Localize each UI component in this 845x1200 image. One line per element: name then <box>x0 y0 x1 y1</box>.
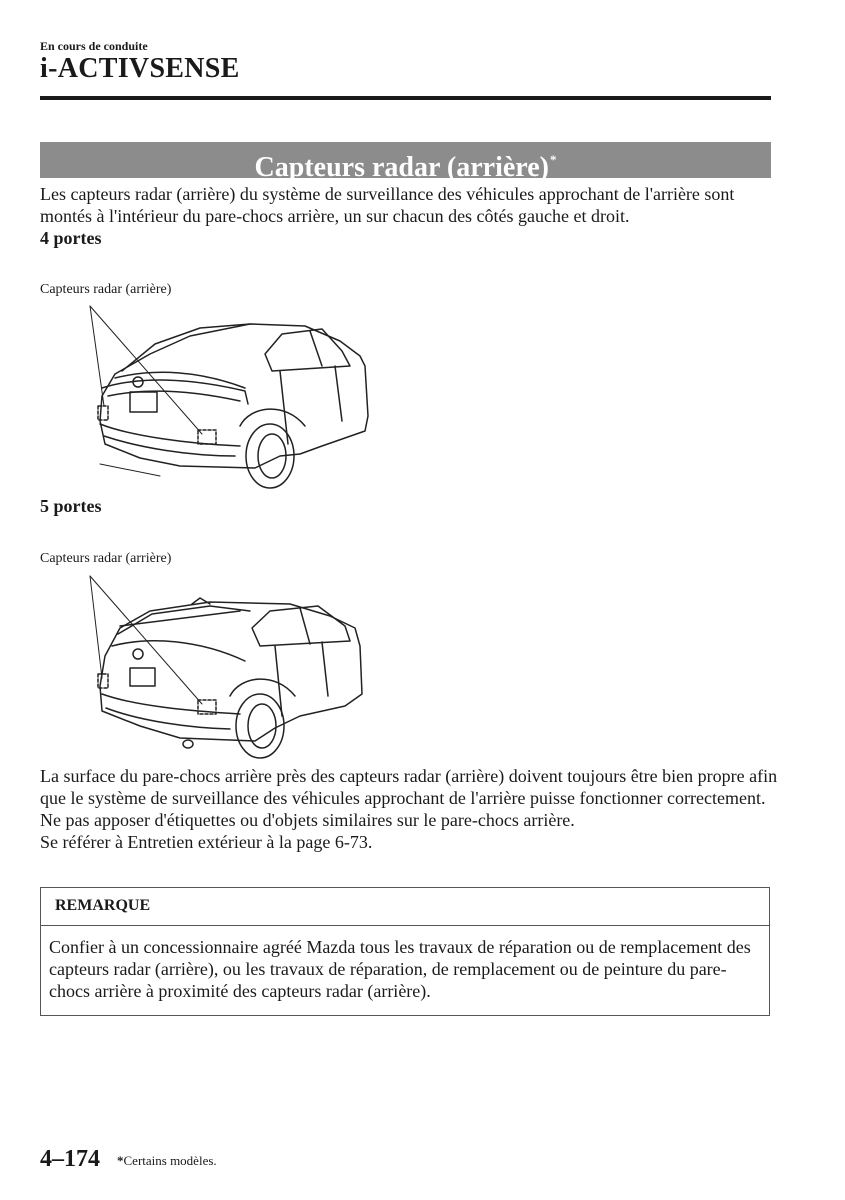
note-title: REMARQUE <box>55 897 151 914</box>
intro-paragraph: Les capteurs radar (arrière) du système de surveillance des véhicules approchant de l'arrière sont montés à l'intérieur du pare-chocs arrière, un sur chacun des côtés gauche et droit. <box>40 184 735 226</box>
footnote <box>117 1153 217 1169</box>
note-body: Confier à un concessionnaire agréé Mazda tous les travaux de réparation ou de remplacement des capteurs radar (arrière), ou les travaux de réparation, de remplacement ou de peinture du pare-chocs arrière à proximité des capteurs radar (arrière). <box>49 937 751 1001</box>
section-banner <box>40 142 771 183</box>
callout-label-5-doors: Capteurs radar (arrière) <box>40 551 172 566</box>
reference-text: Se référer à Entretien extérieur à la page 6-73. <box>40 832 373 852</box>
header-rule <box>40 96 771 100</box>
hatchback-rear-illustration <box>60 566 370 761</box>
note-header <box>41 888 769 926</box>
page-number: 4–174 <box>40 1146 100 1172</box>
chapter-title: i-ACTIVSENSE <box>40 53 240 84</box>
surface-paragraph <box>40 765 780 853</box>
footnote-text: Certains modèles. <box>123 1153 217 1168</box>
banner-title: Capteurs radar (arrière) <box>254 152 549 183</box>
section-label: En cours de conduite <box>40 39 148 53</box>
callout-label-4-doors: Capteurs radar (arrière) <box>40 282 172 297</box>
banner-marker: * <box>549 152 557 167</box>
variant-label-4-doors: 4 portes <box>40 228 102 248</box>
note-box <box>40 887 770 1016</box>
footnote-marker: * <box>117 1153 124 1168</box>
sedan-rear-illustration <box>60 296 380 491</box>
variant-label-5-doors: 5 portes <box>40 496 102 516</box>
surface-text: La surface du pare-chocs arrière près des capteurs radar (arrière) doivent toujours être bien propre afin que le système de surveillance des véhicules approchant de l'arrière puisse fonctionner correctement. Ne pas apposer d'étiquettes ou d'objets similaires sur le pare-chocs arrière. <box>40 766 778 830</box>
